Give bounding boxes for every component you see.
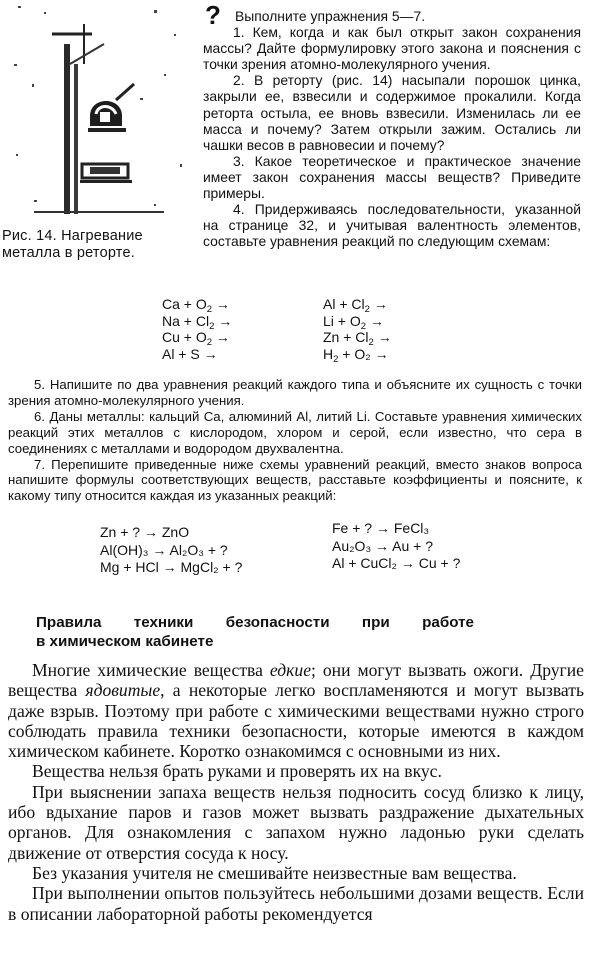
exercise-6: 6. Даны металлы: кальций Ca, алюминий Al, литий Li. Составьте уравнения химических реакций этих металлов с кислородом, хлором и серой, если известно, что сера в соединениях с металлами и водородом двухвалентна. [8,408,582,456]
scheme-line: Fe + ? → FeCl₃ [332,520,430,536]
schemes-ex7-right [332,520,460,573]
emphasis-poisonous: ядовитые [85,680,161,701]
scheme-line: Al + CuCl₂ → Cu + ? [332,555,461,571]
paragraph-3: При выяснении запаха веществ нельзя подносить сосуд близко к лицу, ибо вдыхание паров и газов может вызвать раздражение дыхательных органов. Для ознакомления с запахом нужно ладонью руки сделать движение от отверстия сосуда к носу. [8,781,584,863]
scheme-line: $Li + O_2$ → [323,312,384,332]
retort-apparatus-illustration [4,4,194,222]
exercises-block-full [8,377,582,504]
exercises-block [203,8,581,249]
scheme-line: Au₂O₃ → Au + ? [332,537,434,554]
scheme-line: $Al + Cl_2$ → [323,296,388,315]
schemes-ex7-left [100,524,242,577]
paragraph-1: Многие химические вещества едкие; они могут вызвать ожоги. Другие вещества ядовитые, а некоторые легко воспламеняются и могут вызвать даже взрыв. Поэтому при работе с химическими веществами нужно строго соблюдать правила техники безопасности, которые имеются в каждом химическом кабинете. Коротко ознакомимся с основными из них. [8,660,584,762]
scheme-line: Mg + HCl → MgCl₂ + ? [100,559,243,575]
exercise-4: 4. Придерживаясь последовательности, указанной на странице 32, и учитывая валентность элементов, составьте уравнения реакций по следующим схемам: [203,201,581,250]
safety-rules-text [8,660,584,924]
retort-figure [4,4,194,222]
exercise-5: 5. Напишите по два уравнения реакций каждого типа и объясните их сущность с точки зрения атомно-молекулярного учения. [8,377,582,408]
paragraph-4: Без указания учителя не смешивайте неизвестные вам вещества. [32,862,517,883]
exercise-2: 2. В реторту (рис. 14) насыпали порошок цинка, закрыли ее, взвесили и содержимое прокалили. Когда реторта остыла, ее вновь взвесили. Изменилась ли ее масса и почему? Затем открыли зажим. Остались ли чашки весов в равновесии и почему? [203,72,581,153]
scheme-line: Al(OH)₃ → Al₂O₃ + ? [100,541,228,558]
paragraph-2: Вещества нельзя брать руками и проверять их на вкус. [32,761,442,782]
exercises-header: Выполните упражнения 5—7. [235,8,426,24]
section-title-line-2: в химическом кабинете [36,633,214,650]
scheme-line: $H_2 + O_2$ → [323,345,389,365]
scheme-line: $Na + Cl_2$ → [162,312,233,332]
scheme-line: $Ca + O_2$ → [162,296,230,315]
exercise-7: 7. Перепишите приведенные ниже схемы уравнений реакций, вместо знаков вопроса напишите формулы соответствующих веществ, расставьте коэффициенты и поясните, к какому типу относится каждая из указанных реакций: [8,456,582,504]
scheme-line: $Cu + O_2$ → [162,329,230,348]
scheme-line: Al + S → [162,345,218,362]
exercise-3: 3. Какое теоретическое и практическое значение имеет закон сохранения массы веществ? Приведите примеры. [203,152,581,202]
schemes-ex4-left [162,296,232,362]
scheme-line: Zn + ? → ZnO [100,524,190,540]
exercise-1: 1. Кем, когда и как был открыт закон сохранения массы? Дайте формулировку этого закона и пояснения с точки зрения атомно-молекулярного учения. [203,24,581,73]
paragraph-5: При выполнении опытов пользуйтесь небольшими дозами веществ. Если в описании лабораторной работы рекомендуется [8,883,584,924]
section-title [36,613,474,651]
scheme-line: $Zn + Cl_2$ → [323,329,392,348]
question-mark-icon: ? [205,0,221,30]
schemes-ex4-right [323,296,392,365]
figure-caption: Рис. 14. Нагревание металла в реторте. [2,228,143,261]
emphasis-caustic: едкие [269,660,311,680]
section-title-line-1: Правила техники безопасности при работе [36,614,474,631]
